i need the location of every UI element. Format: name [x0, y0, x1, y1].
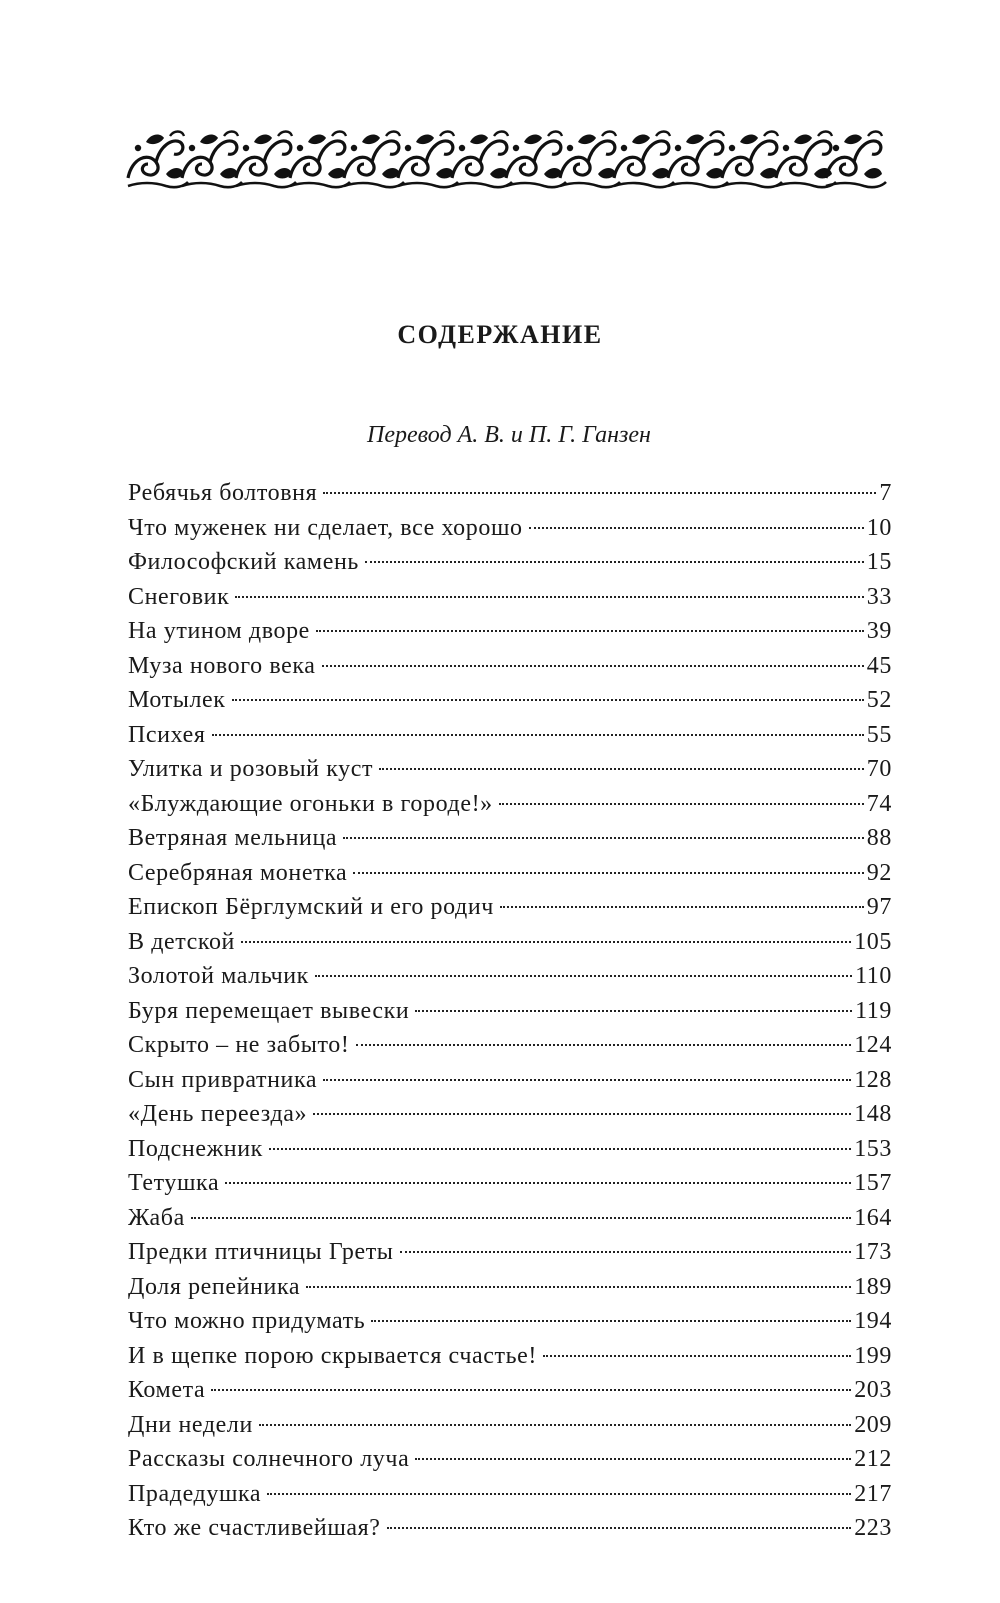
toc-entry	[128, 1235, 892, 1270]
toc-entry-page-number: 217	[854, 1480, 892, 1507]
toc-entry-title: Снеговик	[128, 583, 230, 610]
dot-leader	[306, 1286, 851, 1288]
toc-entry-page-number: 105	[854, 928, 892, 955]
toc-entry-title: Философский камень	[128, 549, 359, 575]
table-of-contents	[128, 476, 892, 1546]
toc-entry-page-number: 39	[866, 618, 892, 644]
toc-entry	[128, 580, 892, 615]
page-title: СОДЕРЖАНИЕ	[397, 320, 603, 349]
dot-leader	[322, 665, 864, 667]
toc-entry	[128, 1408, 892, 1443]
toc-entry	[128, 890, 892, 925]
dot-leader	[529, 527, 864, 529]
toc-entry-page-number: 88	[866, 825, 892, 851]
toc-entry-page-number: 194	[854, 1308, 892, 1334]
toc-entry-page-number: 212	[854, 1446, 892, 1472]
toc-entry-page-number: 110	[855, 963, 892, 989]
translator-credit: Перевод А. В. и П. Г. Ганзен	[367, 422, 651, 448]
toc-entry	[128, 752, 892, 787]
dot-leader	[232, 699, 864, 701]
dot-leader	[225, 1182, 851, 1184]
toc-entry	[128, 959, 892, 994]
toc-entry-page-number: 10	[866, 514, 892, 541]
toc-entry	[128, 1511, 892, 1546]
toc-entry	[128, 925, 892, 960]
toc-entry-title: «Блуждающие огоньки в городе!»	[128, 790, 493, 817]
dot-leader	[400, 1251, 852, 1253]
dot-leader	[415, 1458, 851, 1460]
toc-entry-page-number: 74	[866, 790, 892, 817]
toc-entry	[128, 1132, 892, 1167]
toc-entry-page-number: 209	[854, 1411, 892, 1438]
toc-entry-title: Что можно придумать	[128, 1308, 366, 1334]
dot-leader	[353, 872, 863, 874]
toc-entry-page-number: 164	[854, 1204, 892, 1231]
toc-entry-page-number: 15	[866, 549, 892, 575]
toc-entry-page-number: 7	[879, 480, 892, 506]
toc-entry-page-number: 157	[854, 1170, 892, 1196]
toc-entry-title: Ребячья болтовня	[128, 480, 318, 506]
dot-leader	[241, 941, 851, 943]
toc-entry	[128, 1063, 892, 1098]
dot-leader	[212, 734, 864, 736]
dot-leader	[499, 803, 864, 805]
toc-entry-title: На утином дворе	[128, 618, 310, 644]
toc-entry-title: Ветряная мельница	[128, 825, 338, 851]
toc-entry-page-number: 153	[854, 1135, 892, 1162]
toc-entry-page-number: 97	[866, 894, 892, 920]
toc-entry-page-number: 128	[854, 1066, 892, 1093]
dot-leader	[267, 1493, 851, 1495]
toc-entry	[128, 1304, 892, 1339]
toc-entry-page-number: 148	[854, 1101, 892, 1127]
toc-entry	[128, 614, 892, 649]
toc-entry-title: Дни недели	[128, 1411, 253, 1438]
dot-leader	[315, 975, 852, 977]
toc-entry	[128, 1097, 892, 1132]
dot-leader	[269, 1148, 851, 1150]
dot-leader	[259, 1424, 851, 1426]
toc-entry-title: Жаба	[128, 1204, 185, 1231]
toc-entry-title: Золотой мальчик	[128, 963, 309, 989]
toc-entry-title: Муза нового века	[128, 652, 316, 679]
dot-leader	[343, 837, 864, 839]
toc-entry-page-number: 199	[854, 1342, 892, 1369]
toc-entry-page-number: 92	[866, 859, 892, 886]
toc-entry-title: Предки птичницы Греты	[128, 1239, 394, 1265]
toc-entry-title: Комета	[128, 1377, 206, 1403]
toc-entry-title: Кто же счастливейшая?	[128, 1515, 381, 1541]
toc-entry	[128, 718, 892, 753]
toc-entry-title: Улитка и розовый куст	[128, 756, 374, 782]
dot-leader	[356, 1044, 852, 1046]
toc-entry-title: Сын привратника	[128, 1066, 318, 1093]
dot-leader	[323, 492, 876, 494]
toc-entry	[128, 649, 892, 684]
dot-leader	[211, 1389, 851, 1391]
toc-entry-title: Рассказы солнечного луча	[128, 1446, 410, 1472]
toc-entry	[128, 856, 892, 891]
toc-entry	[128, 1270, 892, 1305]
toc-entry	[128, 787, 892, 822]
toc-entry-page-number: 52	[866, 687, 892, 713]
dot-leader	[387, 1527, 852, 1529]
toc-entry	[128, 1442, 892, 1477]
dot-leader	[365, 561, 864, 563]
toc-entry-title: Епископ Бёрглумский и его родич	[128, 894, 494, 920]
dot-leader	[316, 630, 864, 632]
toc-entry-title: Доля репейника	[128, 1273, 301, 1300]
toc-entry	[128, 994, 892, 1029]
toc-entry-title: Психея	[128, 721, 206, 748]
floral-border-ornament-icon	[126, 128, 888, 190]
toc-entry	[128, 545, 892, 580]
dot-leader	[500, 906, 864, 908]
toc-entry-title: Прадедушка	[128, 1480, 262, 1507]
toc-entry-page-number: 33	[866, 583, 892, 610]
dot-leader	[379, 768, 864, 770]
toc-entry	[128, 1339, 892, 1374]
toc-entry-page-number: 223	[854, 1515, 892, 1541]
toc-entry-page-number: 203	[854, 1377, 892, 1403]
toc-entry-title: И в щепке порою скрывается счастье!	[128, 1342, 537, 1369]
toc-entry-title: Буря перемещает вывески	[128, 997, 410, 1024]
toc-entry-title: Что муженек ни сделает, все хорошо	[128, 514, 523, 541]
toc-entry	[128, 1028, 892, 1063]
toc-entry-page-number: 45	[866, 652, 892, 679]
toc-entry	[128, 1166, 892, 1201]
dot-leader	[191, 1217, 851, 1219]
dot-leader	[235, 596, 863, 598]
toc-entry	[128, 683, 892, 718]
toc-entry-title: Подснежник	[128, 1135, 263, 1162]
toc-entry-page-number: 173	[854, 1239, 892, 1265]
toc-entry	[128, 1477, 892, 1512]
toc-entry-title: Мотылек	[128, 687, 226, 713]
toc-entry-title: В детской	[128, 928, 235, 955]
toc-entry-page-number: 124	[854, 1032, 892, 1058]
toc-entry	[128, 476, 892, 511]
toc-entry-page-number: 119	[855, 997, 892, 1024]
toc-entry-page-number: 70	[866, 756, 892, 782]
toc-entry-title: Серебряная монетка	[128, 859, 348, 886]
toc-entry-title: «День переезда»	[128, 1101, 308, 1127]
dot-leader	[371, 1320, 851, 1322]
toc-entry	[128, 511, 892, 546]
toc-entry	[128, 1201, 892, 1236]
toc-entry	[128, 821, 892, 856]
toc-entry-page-number: 55	[866, 721, 892, 748]
toc-entry-page-number: 189	[854, 1273, 892, 1300]
toc-entry-title: Скрыто – не забыто!	[128, 1032, 350, 1058]
dot-leader	[323, 1079, 851, 1081]
dot-leader	[313, 1113, 851, 1115]
toc-entry-title: Тетушка	[128, 1170, 220, 1196]
dot-leader	[415, 1010, 852, 1012]
toc-entry	[128, 1373, 892, 1408]
dot-leader	[543, 1355, 851, 1357]
